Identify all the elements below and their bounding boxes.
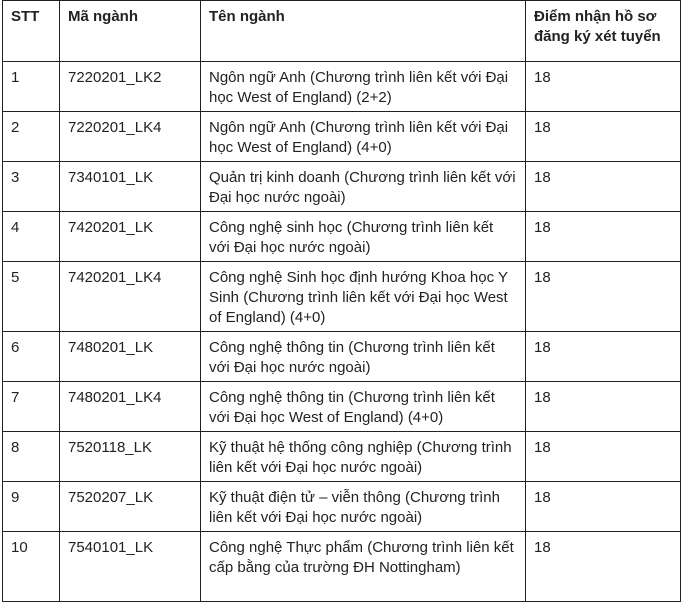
- cell-score: 18: [526, 112, 681, 162]
- cell-code: 7520207_LK: [60, 482, 201, 532]
- table-row: [3, 262, 681, 332]
- header-name: Tên ngành: [201, 1, 526, 62]
- cell-score: 18: [526, 332, 681, 382]
- cell-score: 18: [526, 162, 681, 212]
- table-row: [3, 482, 681, 532]
- table-row: [3, 332, 681, 382]
- cell-score: 18: [526, 432, 681, 482]
- cell-score: 18: [526, 482, 681, 532]
- admission-score-table: [2, 0, 681, 602]
- table-row: [3, 212, 681, 262]
- cell-stt: 7: [3, 382, 60, 432]
- header-code: Mã ngành: [60, 1, 201, 62]
- cell-name: Công nghệ Sinh học định hướng Khoa học Y Sinh (Chương trình liên kết với Đại học West of England) (4+0): [201, 262, 526, 332]
- cell-stt: 6: [3, 332, 60, 382]
- header-stt: STT: [3, 1, 60, 62]
- cell-code: 7220201_LK2: [60, 62, 201, 112]
- cell-code: 7220201_LK4: [60, 112, 201, 162]
- cell-score: 18: [526, 62, 681, 112]
- cell-code: 7480201_LK4: [60, 382, 201, 432]
- cell-name: Ngôn ngữ Anh (Chương trình liên kết với Đại học West of England) (2+2): [201, 62, 526, 112]
- header-row: [3, 1, 681, 62]
- cell-stt: 4: [3, 212, 60, 262]
- table-header: [3, 1, 681, 62]
- table-row: [3, 112, 681, 162]
- table-row: [3, 532, 681, 602]
- cell-score: 18: [526, 382, 681, 432]
- cell-name: Công nghệ thông tin (Chương trình liên kết với Đại học West of England) (4+0): [201, 382, 526, 432]
- cell-name: Kỹ thuật điện tử – viễn thông (Chương trình liên kết với Đại học nước ngoài): [201, 482, 526, 532]
- cell-code: 7340101_LK: [60, 162, 201, 212]
- table-row: [3, 162, 681, 212]
- cell-name: Quản trị kinh doanh (Chương trình liên kết với Đại học nước ngoài): [201, 162, 526, 212]
- cell-score: 18: [526, 532, 681, 602]
- cell-name: Công nghệ Thực phẩm (Chương trình liên kết cấp bằng của trường ĐH Nottingham): [201, 532, 526, 602]
- table-row: [3, 432, 681, 482]
- cell-stt: 5: [3, 262, 60, 332]
- cell-name: Công nghệ thông tin (Chương trình liên kết với Đại học nước ngoài): [201, 332, 526, 382]
- cell-stt: 1: [3, 62, 60, 112]
- cell-code: 7520118_LK: [60, 432, 201, 482]
- cell-stt: 9: [3, 482, 60, 532]
- cell-stt: 10: [3, 532, 60, 602]
- cell-stt: 3: [3, 162, 60, 212]
- cell-stt: 8: [3, 432, 60, 482]
- cell-score: 18: [526, 212, 681, 262]
- table-row: [3, 62, 681, 112]
- cell-code: 7540101_LK: [60, 532, 201, 602]
- header-score: Điểm nhận hồ sơ đăng ký xét tuyển: [526, 1, 681, 62]
- cell-score: 18: [526, 262, 681, 332]
- cell-code: 7420201_LK: [60, 212, 201, 262]
- cell-code: 7420201_LK4: [60, 262, 201, 332]
- cell-code: 7480201_LK: [60, 332, 201, 382]
- cell-name: Kỹ thuật hệ thống công nghiệp (Chương trình liên kết với Đại học nước ngoài): [201, 432, 526, 482]
- cell-stt: 2: [3, 112, 60, 162]
- table-row: [3, 382, 681, 432]
- cell-name: Ngôn ngữ Anh (Chương trình liên kết với Đại học West of England) (4+0): [201, 112, 526, 162]
- table-body: [3, 62, 681, 602]
- cell-name: Công nghệ sinh học (Chương trình liên kết với Đại học nước ngoài): [201, 212, 526, 262]
